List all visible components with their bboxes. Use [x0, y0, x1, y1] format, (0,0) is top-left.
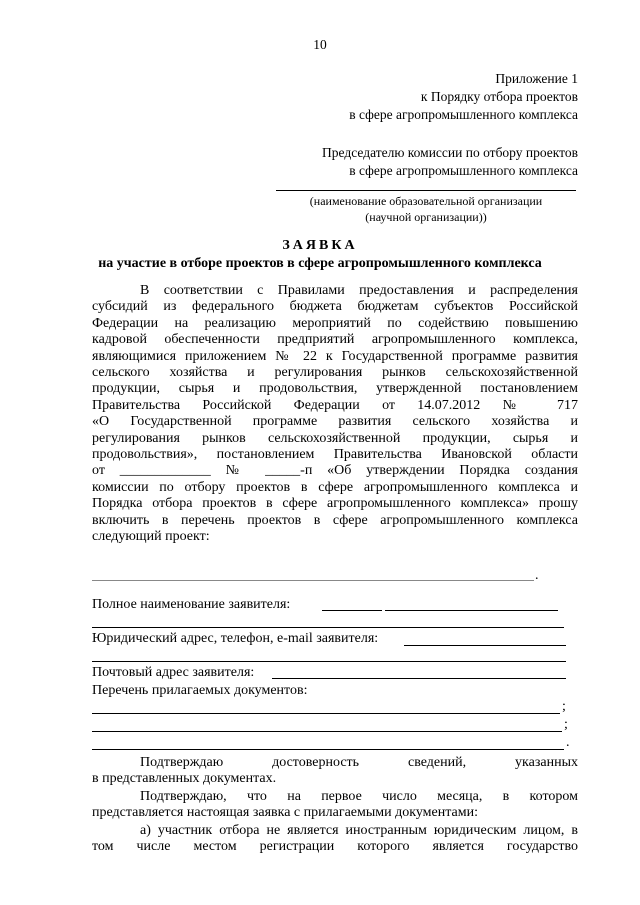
paragraph-line: субсидий из федерального бюджета бюджетам субъектов Российской	[92, 299, 578, 315]
paragraph-line: следующий проект:	[92, 529, 210, 545]
postal-address-label: Почтовый адрес заявителя:	[92, 665, 255, 680]
paragraph-line: являющимися приложением № 22 к Государственной программе развития	[92, 348, 578, 364]
paragraph-line: «О Государственной программе развития сельского хозяйства и	[92, 414, 578, 430]
paragraph-line: от _____________ № _____-п «Об утверждении Порядка создания	[92, 463, 578, 479]
document-line-2[interactable]	[92, 731, 562, 732]
page-number: 10	[313, 37, 327, 52]
paragraph-line: Порядка отбора проектов в сфере агропромышленного комплекса» прошу	[92, 496, 578, 512]
paragraph-line: сельского хозяйства и регулирования рынков сельскохозяйственной	[92, 365, 578, 381]
project-name-field[interactable]	[92, 580, 534, 581]
legal-address-field-continued[interactable]	[92, 661, 566, 662]
paragraph-line: В соответствии с Правилами предоставления и распределения	[140, 283, 578, 298]
appendix-line-1: Приложение 1	[495, 71, 578, 86]
appendix-line-2: к Порядку отбора проектов	[420, 89, 578, 104]
document-line-2-end: ;	[564, 717, 568, 732]
organization-caption-1: (наименование образовательной организации	[309, 194, 543, 208]
legal-address-field[interactable]	[404, 645, 566, 646]
organization-caption-2: (научной организации))	[365, 210, 487, 224]
full-name-label: Полное наименование заявителя:	[92, 597, 291, 612]
project-line-end: .	[535, 568, 539, 583]
paragraph-line: Подтверждаю, что на первое число месяца, в котором	[140, 789, 578, 804]
main-paragraph	[92, 283, 578, 546]
document-title: ЗАЯВКА	[282, 238, 358, 253]
paragraph-line: том числе местом регистрации которого является государство	[92, 839, 578, 855]
postal-address-field[interactable]	[272, 678, 566, 679]
paragraph-line: комиссии по отбору проектов в сфере агропромышленного комплекса и	[92, 479, 578, 495]
item-a-paragraph	[92, 823, 578, 856]
paragraph-line: продовольствия», постановлением Правительства Ивановской области	[92, 447, 578, 463]
paragraph-line: включить в перечень проектов в сфере агропромышленного комплекса	[92, 512, 578, 528]
documents-label: Перечень прилагаемых документов:	[92, 683, 308, 698]
confirmation-paragraph-1	[92, 755, 578, 788]
confirmation-paragraph-2	[92, 789, 578, 822]
paragraph-line: в представленных документах.	[92, 771, 277, 787]
full-name-field-b[interactable]	[385, 610, 558, 611]
document-line-1-end: ;	[562, 699, 566, 714]
addressee-line-2: в сфере агропромышленного комплекса	[349, 163, 578, 178]
full-name-field-a[interactable]	[322, 610, 382, 611]
paragraph-line: представляется настоящая заявка с прилагаемыми документами:	[92, 805, 478, 821]
paragraph-line: регулирования рынков сельскохозяйственной продукции, сырья и	[92, 430, 578, 446]
paragraph-line: а) участник отбора не является иностранным юридическим лицом, в	[140, 823, 578, 838]
document-line-3-end: .	[566, 735, 570, 750]
full-name-field-continued[interactable]	[92, 627, 564, 628]
organization-name-field[interactable]	[276, 190, 576, 191]
paragraph-line: кадровой обеспеченности предприятий агропромышленного комплекса,	[92, 332, 578, 348]
paragraph-line: продукции, сырья и продовольствия, утвержденной постановлением	[92, 381, 578, 397]
paragraph-line: Федерации на реализацию мероприятий по содействию повышению	[92, 315, 578, 331]
paragraph-line: Правительства Российской Федерации от 14.07.2012 № 717	[92, 397, 578, 413]
paragraph-line: Подтверждаю достоверность сведений, указанных	[140, 755, 578, 770]
appendix-line-3: в сфере агропромышленного комплекса	[349, 107, 578, 122]
document-line-3[interactable]	[92, 749, 564, 750]
addressee-line-1: Председателю комиссии по отбору проектов	[322, 145, 578, 160]
document-subtitle: на участие в отборе проектов в сфере агропромышленного комплекса	[98, 256, 542, 271]
document-line-1[interactable]	[92, 713, 560, 714]
legal-address-label: Юридический адрес, телефон, e-mail заявителя:	[92, 631, 379, 646]
